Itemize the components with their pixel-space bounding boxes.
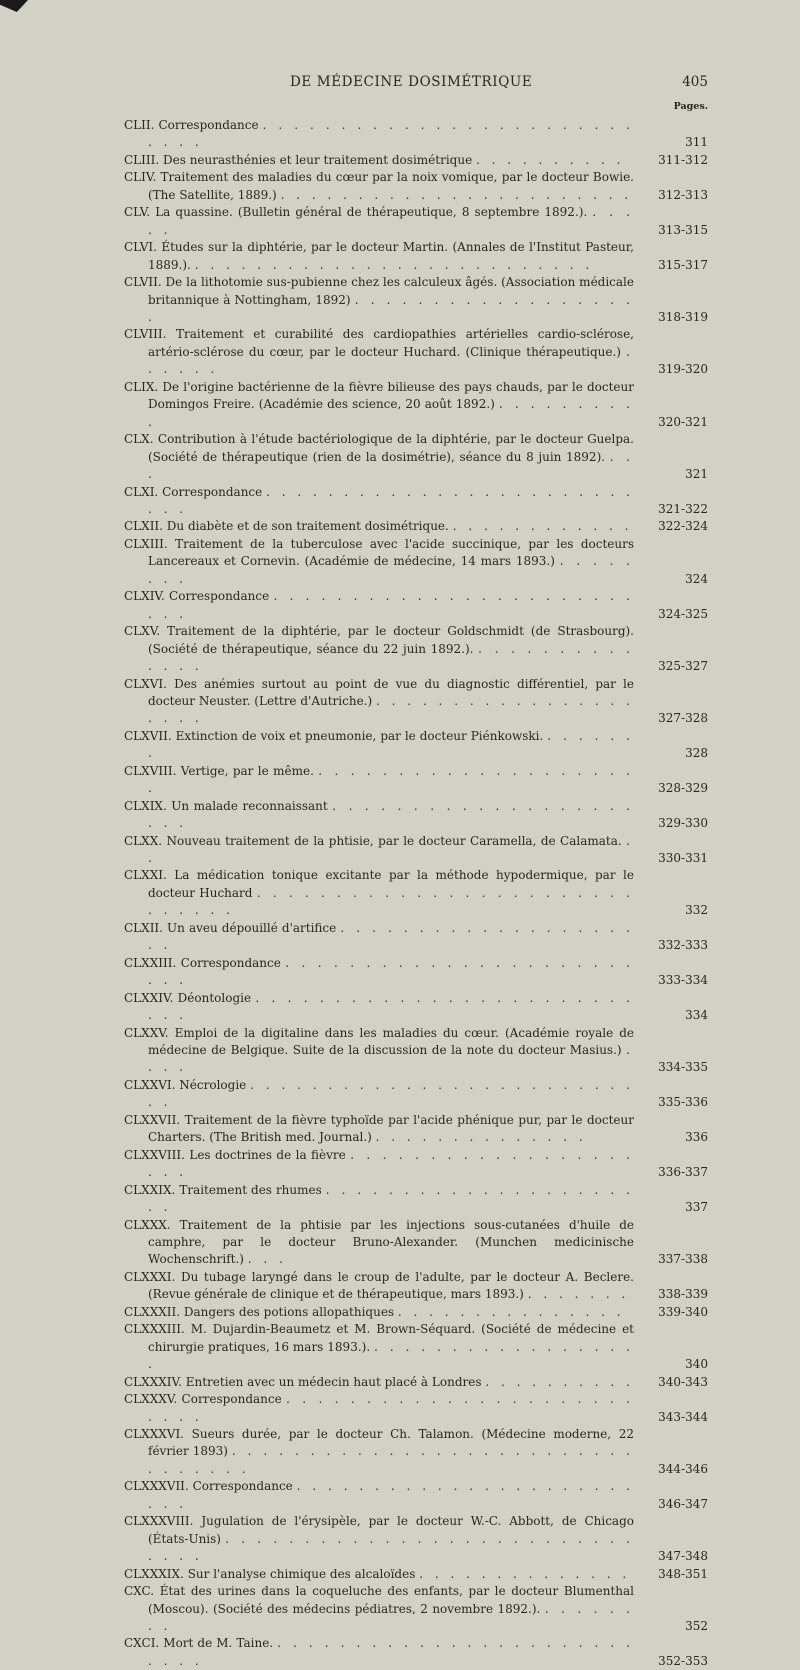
toc-entry-page: 337	[685, 1200, 708, 1215]
leader-dots: . . . .	[148, 1043, 634, 1075]
toc-entry-title	[124, 867, 634, 919]
toc-entry-title	[124, 955, 634, 990]
toc-entry-title	[124, 798, 634, 833]
toc-entry	[124, 1217, 708, 1269]
toc-entry-title	[124, 117, 634, 152]
toc-entry	[124, 1182, 708, 1217]
toc-entry	[124, 431, 708, 483]
leader-dots: . . . . . . . . . . . . . . . . . .	[148, 1339, 634, 1372]
toc-entry-title	[124, 274, 634, 326]
toc-entry-page: 312-313	[658, 187, 708, 202]
toc-entry-text: CLXXX. Traitement de la phtisie par les injections sous-cutanées d'huile de camphre, par le docteur Bruno-Alexander. (Munchen medicinische Wochenschrift.)	[124, 1217, 634, 1267]
leader-dots: . . . . . . . . . .	[148, 397, 634, 429]
toc-entry-text: CLXII. Du diabète et de son traitement dosimétrique.	[124, 519, 449, 534]
toc-entry-page: 321	[685, 467, 708, 482]
toc-entry-text: CLXXXIX. Sur l'analyse chimique des alcaloïdes	[124, 1566, 416, 1581]
toc-entry	[124, 1566, 708, 1583]
toc-entry-text: CXC. État des urines dans la coqueluche des enfants, par le docteur Blumenthal (Moscou). (Société des médecins pédiatres, 2 novembre 1892.).	[124, 1584, 634, 1616]
toc-entry-title	[124, 1182, 634, 1217]
toc-entry-title	[124, 169, 634, 204]
toc-entry-title	[124, 920, 634, 955]
toc-entry-page: 318-319	[658, 309, 708, 324]
toc-entry-page: 322-324	[658, 519, 708, 534]
leader-dots: . . .	[148, 449, 634, 482]
toc-entry-title	[124, 1112, 634, 1147]
toc-entry	[124, 1321, 708, 1373]
leader-dots: . . . . . . . . . . . . . . . . . . . . .	[148, 693, 634, 726]
toc-entry-page: 328	[685, 746, 708, 761]
toc-entry	[124, 169, 708, 204]
leader-dots: . . . . . . . . . . . . . .	[419, 1566, 631, 1581]
toc-entry	[124, 1513, 708, 1565]
toc-entry-title	[124, 1513, 634, 1565]
toc-entry-page: 327-328	[658, 711, 708, 726]
toc-entry-title	[124, 326, 634, 378]
toc-entry	[124, 798, 708, 833]
toc-entry-text: CLIV. Traitement des maladies du cœur par la noix vomique, par le docteur Bowie. (The Satellite, 1889.)	[124, 170, 634, 202]
toc-entry-title	[124, 1478, 634, 1513]
toc-entry-text: CLXXIV. Déontologie	[124, 990, 252, 1005]
toc-entry-page: 346-347	[658, 1496, 708, 1511]
leader-dots: . . .	[247, 1252, 287, 1267]
leader-dots: . . . . . . .	[527, 1287, 630, 1302]
leader-dots: . . . . . . . . . . . . . . . . . . . . . . . . . . .	[148, 990, 634, 1023]
toc-entry-text: CLXIV. Correspondance	[124, 589, 270, 604]
table-of-contents	[124, 117, 708, 1670]
toc-entry-page: 332	[685, 903, 708, 918]
toc-entry-title	[124, 1269, 634, 1304]
toc-entry-text: CLXXIX. Traitement des rhumes	[124, 1182, 322, 1197]
toc-entry-title	[124, 728, 634, 763]
toc-entry-page: 343-344	[658, 1409, 708, 1424]
toc-entry-text: CLXXVII. Traitement de la fièvre typhoïde par l'acide phénique pur, par le docteur Charters. (The British med. Journal.)	[124, 1112, 634, 1145]
page-header	[0, 74, 800, 94]
leader-dots: . . . . . . . . . . . . . . . . . . . . .	[148, 920, 634, 953]
toc-entry-page: 344-346	[658, 1461, 708, 1476]
toc-entry-title	[124, 204, 634, 239]
toc-entry-title	[124, 623, 634, 675]
toc-entry	[124, 1426, 708, 1478]
toc-entry-title	[124, 763, 634, 798]
toc-entry-page: 332-333	[658, 938, 708, 953]
toc-entry-text: CLX. Contribution à l'étude bactériologique de la diphtérie, par le docteur Guelpa. (Société de thérapeutique (rien de la dosimétrie), séance du 8 juin 1892).	[124, 432, 634, 464]
toc-entry-page: 313-315	[658, 222, 708, 237]
toc-entry-page: 330-331	[658, 851, 708, 866]
leader-dots: . . . . . . . . . . . . . . . . . . . . . . .	[280, 187, 633, 202]
toc-entry-page: 348-351	[658, 1566, 708, 1581]
leader-dots: . . . . . . . . . . . . . . . . . . . . . . . . . . .	[148, 484, 634, 516]
toc-entry-page: 347-348	[658, 1549, 708, 1564]
toc-entry-page: 335-336	[658, 1095, 708, 1110]
toc-entry-text: CXCI. Mort de M. Taine.	[124, 1636, 274, 1651]
toc-entry-title	[124, 484, 634, 519]
toc-entry	[124, 204, 708, 239]
toc-entry-title	[124, 1077, 634, 1112]
toc-entry-text: CLXXXI. Du tubage laryngé dans le croup de l'adulte, par le docteur A. Beclere. (Revue générale de clinique et de thérapeutique, mars 1893.)	[124, 1269, 634, 1302]
leader-dots: . . . . . . . . . . . . . .	[148, 641, 634, 674]
toc-entry-text: CLXXXVI. Sueurs durée, par le docteur Ch. Talamon. (Médecine moderne, 22 février 1893)	[124, 1426, 634, 1459]
toc-entry	[124, 1304, 708, 1321]
toc-entry-page: 334	[685, 1008, 708, 1023]
toc-entry	[124, 920, 708, 955]
toc-entry-page: 336-337	[658, 1165, 708, 1180]
toc-entry	[124, 1269, 708, 1304]
toc-entry-title	[124, 1025, 634, 1077]
toc-entry	[124, 1077, 708, 1112]
toc-entry-text: CLIX. De l'origine bactérienne de la fièvre bilieuse des pays chauds, par le docteur Domingos Freire. (Académie des science, 20 août 1892.)	[124, 379, 634, 412]
toc-entry	[124, 763, 708, 798]
toc-entry	[124, 274, 708, 326]
leader-dots: . . . . . . .	[148, 728, 634, 761]
toc-entry	[124, 326, 708, 378]
toc-entry-page: 328-329	[658, 781, 708, 796]
toc-entry	[124, 1391, 708, 1426]
toc-entry-text: CLXVIII. Vertige, par le même.	[124, 763, 314, 778]
leader-dots: . . . . . . . . . . . . . . . . . . . . . . . . .	[148, 1479, 634, 1511]
toc-entry-page: 321-322	[658, 501, 708, 516]
toc-entry-text: CLXIII. Traitement de la tuberculose avec l'acide succinique, par les docteurs Lancereaux et Cornevin. (Académie de médecine, 14 mars 1893.)	[124, 536, 634, 569]
toc-entry	[124, 239, 708, 274]
toc-entry-page: 339-340	[658, 1304, 708, 1319]
toc-entry-title	[124, 990, 634, 1025]
toc-entry	[124, 588, 708, 623]
toc-entry-text: CLXXIII. Correspondance	[124, 955, 281, 970]
toc-entry-text: CLXXXIII. M. Dujardin-Beaumetz et M. Brown-Séquard. (Société de médecine et chirurgie pratiques, 16 mars 1893.).	[124, 1322, 634, 1354]
leader-dots: . . . . . . . .	[148, 554, 634, 586]
toc-entry-text: CLVII. De la lithotomie sus-pubienne chez les calculeux âgés. (Association médicale britannique à Nottingham, 1892)	[124, 275, 634, 307]
leader-dots: . . . . . . . . . . . . . . . . . . . . .	[148, 1147, 634, 1180]
toc-entry-page: 325-327	[658, 659, 708, 674]
scan-corner-mark	[0, 0, 28, 12]
toc-entry-title	[124, 588, 634, 623]
toc-entry-page: 336	[685, 1130, 708, 1145]
toc-entry-page: 324-325	[658, 606, 708, 621]
leader-dots: . . . . . . . . . . . . . . . . . . . . . . . . . . . . . .	[148, 885, 634, 918]
toc-entry	[124, 833, 708, 868]
toc-entry-text: CLVIII. Traitement et curabilité des cardiopathies artérielles cardio-sclérose, artério-sclérose du cœur, par le docteur Huchard. (Clinique thérapeutique.)	[124, 327, 634, 359]
leader-dots: . . . . . . . . . .	[485, 1374, 634, 1389]
toc-entry-text: CLXVI. Des anémies surtout au point de vue du diagnostic différentiel, par le docteur Neuster. (Lettre d'Autriche.)	[124, 676, 634, 708]
toc-entry-text: CLXX. Nouveau traitement de la phtisie, par le docteur Caramella, de Calamata.	[124, 833, 622, 848]
toc-entry-title	[124, 1304, 634, 1321]
toc-entry-title	[124, 239, 634, 274]
toc-entry-title	[124, 1321, 634, 1373]
toc-entry-page: 311	[685, 135, 708, 150]
toc-entry-page: 352-353	[658, 1653, 708, 1668]
toc-entry	[124, 1635, 708, 1670]
page-number: 405	[682, 74, 708, 90]
toc-entry-title	[124, 379, 634, 431]
toc-entry	[124, 728, 708, 763]
toc-entry-text: CLXXXVII. Correspondance	[124, 1479, 293, 1494]
toc-entry	[124, 1025, 708, 1077]
leader-dots: . .	[148, 833, 634, 866]
leader-dots: . . . . . . . .	[148, 1601, 634, 1633]
toc-entry-page: 329-330	[658, 816, 708, 831]
toc-entry-title	[124, 1635, 634, 1670]
toc-entry-text: CLXXI. La médication tonique excitante par la méthode hypodermique, par le docteur Huchard	[124, 868, 634, 900]
running-title: DE MÉDECINE DOSIMÉTRIQUE	[290, 74, 533, 90]
toc-entry-text: CLXII. Un aveu dépouillé d'artifice	[124, 920, 337, 935]
toc-entry-text: CLV. La quassine. (Bulletin général de thérapeutique, 8 septembre 1892.).	[124, 205, 588, 220]
toc-entry	[124, 536, 708, 588]
leader-dots: . . . . . . . . . . . . . . . . . . . . . .	[148, 798, 634, 831]
toc-entry-text: CLXI. Correspondance	[124, 484, 263, 499]
toc-entry-text: CLXXXVIII. Jugulation de l'érysipèle, par le docteur W.-C. Abbott, de Chicago (États-Unis)	[124, 1514, 634, 1546]
toc-entry-page: 338-339	[658, 1287, 708, 1302]
toc-entry-text: CLXXVIII. Les doctrines de la fièvre	[124, 1147, 346, 1162]
toc-entry	[124, 990, 708, 1025]
leader-dots: . . . . . .	[148, 344, 634, 377]
toc-entry	[124, 1478, 708, 1513]
leader-dots: . . . . . . . . . . . .	[452, 519, 633, 534]
leader-dots: . . . . . . . . . . . . . . . . . . . . . .	[148, 1182, 634, 1215]
toc-entry-page: 315-317	[658, 257, 708, 272]
leader-dots: . . . . . . . . . .	[476, 152, 625, 167]
toc-entry-page: 334-335	[658, 1060, 708, 1075]
leader-dots: . . . . . . . . . . . . . . . . . . . . . . . . . . .	[148, 1636, 635, 1668]
toc-entry-title	[124, 676, 634, 728]
toc-entry-text: CLXVII. Extinction de voix et pneumonie, par le docteur Piénkowski.	[124, 728, 544, 743]
toc-entry-page: 337-338	[658, 1252, 708, 1267]
leader-dots: . . . . . . . . . . . . . . . . . . . . . . . . . . . . . . . . .	[148, 1444, 634, 1476]
toc-entry-title	[124, 431, 634, 483]
toc-entry	[124, 1583, 708, 1635]
leader-dots: . . . . . . . . . . . . . . . . . . . . . . . . .	[148, 955, 634, 988]
leader-dots: . . . . . . . . . . . . . .	[375, 1130, 587, 1145]
toc-entry-title	[124, 1217, 634, 1269]
leader-dots: . . . . . . . . . . . . . . . . . . . . . . . . . .	[148, 589, 634, 621]
toc-entry-text: CLXXXIV. Entretien avec un médecin haut placé à Londres	[124, 1374, 482, 1389]
toc-entry	[124, 152, 708, 169]
toc-entry-text: CLXXV. Emploi de la digitaline dans les maladies du cœur. (Académie royale de médecine de Belgique. Suite de la discussion de la note du docteur Masius.)	[124, 1025, 634, 1058]
toc-entry-title	[124, 1391, 634, 1426]
toc-entry	[124, 379, 708, 431]
leader-dots: . . . . . . . . . . . . . . . . . . .	[148, 292, 634, 324]
toc-entry-page: 319-320	[658, 362, 708, 377]
toc-entry-text: CLXXVI. Nécrologie	[124, 1077, 247, 1092]
toc-entry-page: 352	[685, 1618, 708, 1633]
toc-entry-title	[124, 833, 634, 868]
toc-entry-title	[124, 1426, 634, 1478]
leader-dots: . . . . .	[148, 205, 635, 237]
toc-entry	[124, 1147, 708, 1182]
leader-dots: . . . . . . . . . . . . . . . . . . . . . . . . . . . . . .	[148, 1531, 634, 1564]
toc-entry-text: CLXV. Traitement de la diphtérie, par le docteur Goldschmidt (de Strasbourg). (Société de thérapeutique, séance du 22 juin 1892.).	[124, 624, 634, 656]
toc-entry-page: 333-334	[658, 973, 708, 988]
toc-entry-title	[124, 518, 634, 535]
toc-entry-title	[124, 1583, 634, 1635]
toc-entry-page: 320-321	[658, 414, 708, 429]
toc-entry-text: CLVI. Études sur la diphtérie, par le docteur Martin. (Annales de l'Institut Pasteur, 1889.).	[124, 240, 634, 272]
toc-entry-page: 340	[685, 1357, 708, 1372]
toc-entry-title	[124, 1147, 634, 1182]
toc-entry-text: CLIII. Des neurasthénies et leur traitement dosimétrique	[124, 152, 473, 167]
toc-entry-title	[124, 536, 634, 588]
toc-entry	[124, 623, 708, 675]
toc-entry-page: 311-312	[658, 152, 708, 167]
leader-dots: . . . . . . . . . . . . . . . . . . . . . . . . . .	[148, 1392, 634, 1424]
toc-entry-title	[124, 1374, 634, 1391]
leader-dots: . . . . . . . . . . . . . . . . . . . . . . . . . . .	[148, 1077, 634, 1110]
toc-entry-text: CLII. Correspondance	[124, 118, 259, 132]
leader-dots: . . . . . . . . . . . . . . .	[397, 1304, 625, 1319]
toc-entry-title	[124, 1566, 634, 1583]
toc-entry-page: 324	[685, 571, 708, 586]
toc-entry	[124, 518, 708, 535]
toc-entry	[124, 117, 708, 152]
toc-entry-page: 340-343	[658, 1374, 708, 1389]
toc-entry	[124, 484, 708, 519]
leader-dots: . . . . . . . . . . . . . . . . . . . . .	[148, 763, 634, 796]
toc-entry	[124, 867, 708, 919]
leader-dots: . . . . . . . . . . . . . . . . . . . . . . . . . . . .	[148, 118, 634, 150]
toc-entry	[124, 955, 708, 990]
toc-entry-title	[124, 152, 634, 169]
toc-entry	[124, 676, 708, 728]
pages-column-label: Pages.	[673, 101, 708, 112]
toc-entry-text: CLXIX. Un malade reconnaissant	[124, 798, 328, 813]
leader-dots: . . . . . . . . . . . . . . . . . . . . . . . . . .	[194, 257, 594, 272]
toc-entry-text: CLXXXII. Dangers des potions allopathiques	[124, 1304, 395, 1319]
toc-entry	[124, 1374, 708, 1391]
toc-entry-text: CLXXXV. Correspondance	[124, 1392, 282, 1407]
toc-entry	[124, 1112, 708, 1147]
